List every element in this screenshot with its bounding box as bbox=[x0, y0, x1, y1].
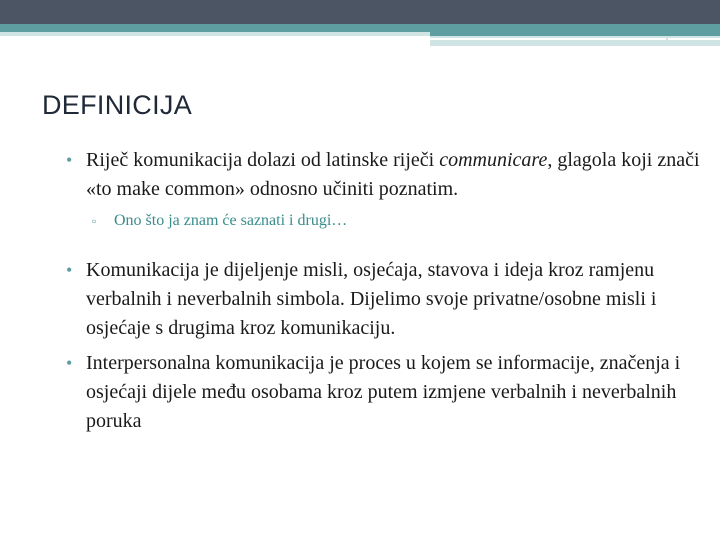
bullet-1-text-before: Riječ komunikacija dolazi od latinske riječi bbox=[86, 149, 440, 171]
sub-bullet-square-icon: ▫ bbox=[92, 214, 97, 228]
bullet-dot-icon: • bbox=[66, 353, 73, 373]
header-divider-line bbox=[430, 38, 666, 40]
bullet-dot-icon: • bbox=[66, 150, 73, 170]
header-band-dark bbox=[0, 0, 720, 24]
header-divider-line-2 bbox=[668, 38, 720, 40]
bullet-1-text-after: , glagola koji znači «to make common» odnosno učiniti poznatim. bbox=[86, 149, 700, 200]
sub-bullet-item-1 bbox=[62, 210, 702, 232]
header-band-light-left bbox=[0, 32, 430, 36]
bullet-item-2 bbox=[62, 256, 702, 343]
bullet-1-italic-term: communicare bbox=[439, 149, 548, 171]
bullet-3-text: Interpersonalna komunikacija je proces u kojem se informacije, značenja i osjećaji dijele među osobama kroz putem izmjene verbalnih i neverbalnih poruka bbox=[86, 352, 681, 432]
bullet-dot-icon: • bbox=[66, 260, 73, 280]
header-band-teal-right bbox=[430, 24, 720, 36]
bullet-2-text: Komunikacija je dijeljenje misli, osjećaja, stavova i ideja kroz ramjenu verbalnih i neverbalnih simbola. Dijelimo svoje privatne/osobne misli i osjećaje s drugima kroz komunikaciju. bbox=[86, 259, 657, 339]
bullet-item-3 bbox=[62, 349, 702, 436]
slide-content bbox=[62, 146, 702, 436]
sub-bullet-1-text: Ono što ja znam će saznati i drugi… bbox=[114, 212, 348, 229]
header-band-teal-left bbox=[0, 24, 430, 32]
bullet-item-1 bbox=[62, 146, 702, 204]
slide-title: DEFINICIJA bbox=[42, 90, 193, 120]
